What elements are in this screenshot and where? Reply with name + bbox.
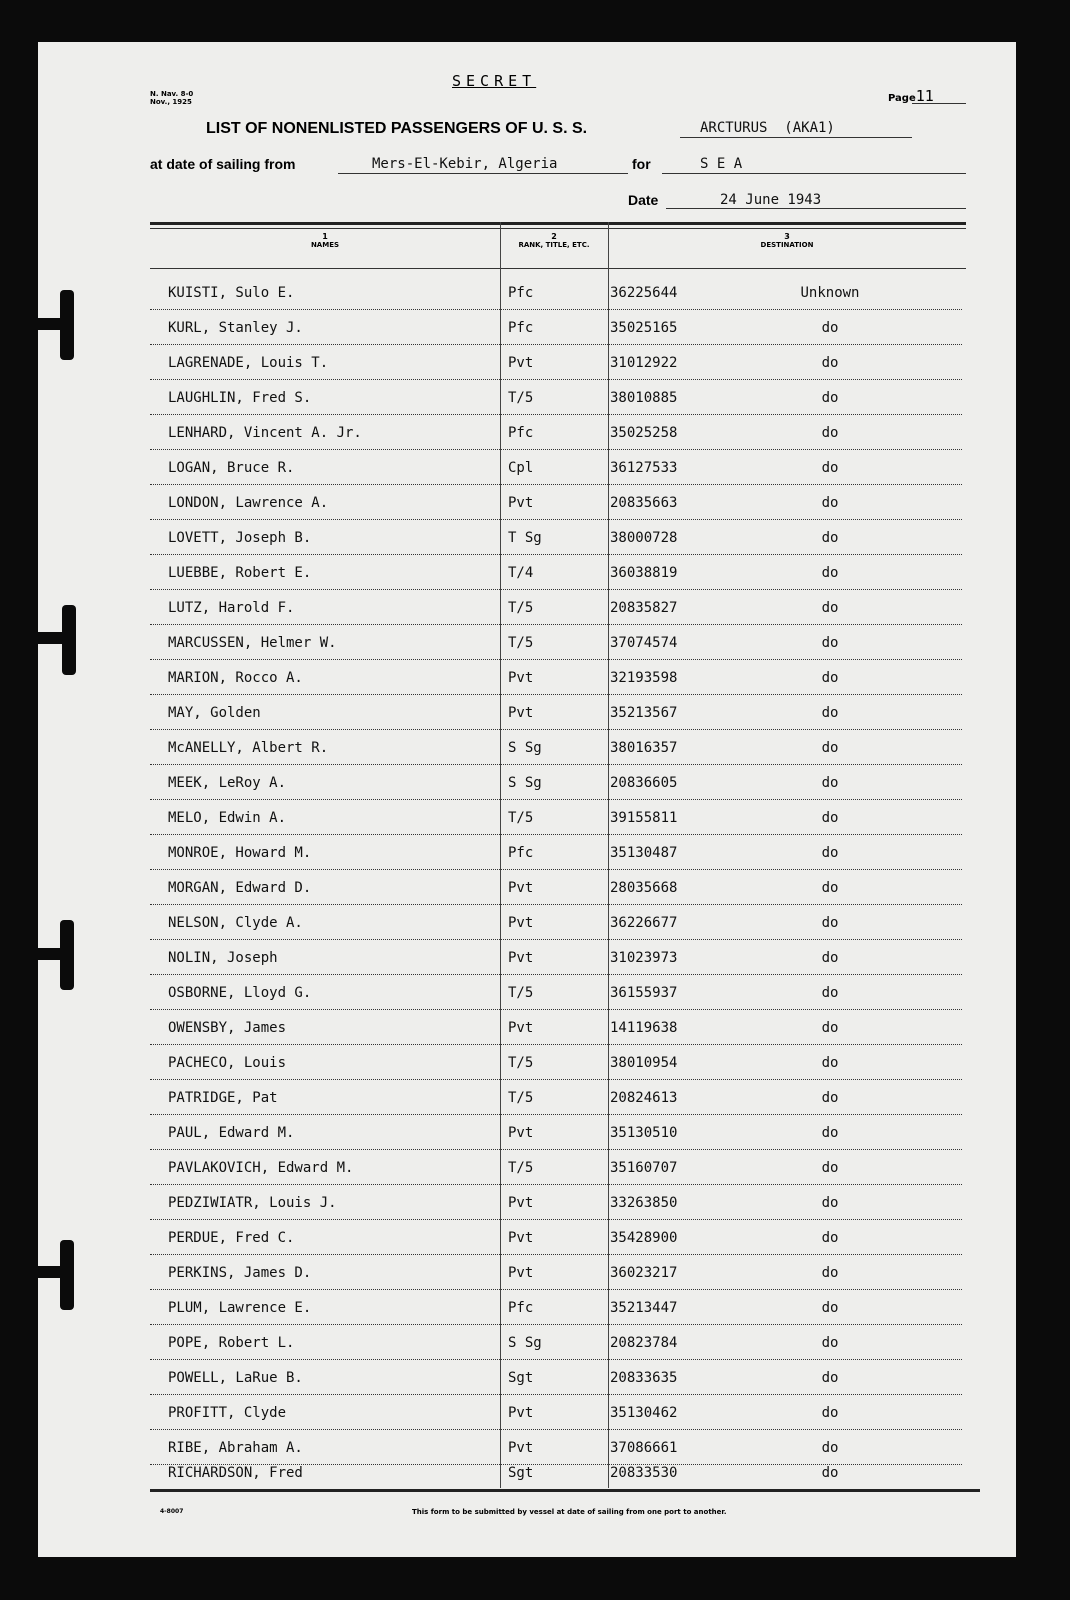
serial-number: 20833635 <box>610 1370 678 1386</box>
table-row <box>150 591 962 625</box>
passenger-name: LOGAN, Bruce R. <box>168 460 295 476</box>
table-row <box>150 1256 962 1290</box>
passenger-name: LAGRENADE, Louis T. <box>168 355 329 371</box>
table-row <box>150 1151 962 1185</box>
table-row <box>150 1116 962 1150</box>
table-row <box>150 521 962 555</box>
serial-number: 35160707 <box>610 1160 678 1176</box>
passenger-destination: do <box>821 1335 839 1351</box>
passenger-name: NOLIN, Joseph <box>168 950 278 966</box>
passenger-rank: Pfc <box>508 1300 534 1316</box>
passenger-rank: T/4 <box>508 565 534 581</box>
table-bottom-rule <box>150 1489 980 1492</box>
serial-number: 35130510 <box>610 1125 678 1141</box>
passenger-destination: do <box>821 530 839 546</box>
passenger-destination: do <box>821 810 839 826</box>
table-row <box>150 1326 962 1360</box>
passenger-rank: T/5 <box>508 600 534 616</box>
passenger-destination: do <box>821 670 839 686</box>
date-fill-line <box>666 208 966 209</box>
row-rule <box>150 904 962 905</box>
passenger-rank: Pfc <box>508 320 534 336</box>
table-row <box>150 1046 962 1080</box>
serial-number: 37086661 <box>610 1440 678 1456</box>
table-row <box>150 696 962 730</box>
passenger-destination: do <box>821 1055 839 1071</box>
table-row <box>150 276 962 310</box>
serial-number: 35213567 <box>610 705 678 721</box>
serial-number: 35428900 <box>610 1230 678 1246</box>
footer-form-mark: 4-8007 <box>160 1508 184 1515</box>
passenger-destination: do <box>821 915 839 931</box>
passenger-name: LUEBBE, Robert E. <box>168 565 312 581</box>
passenger-name: POPE, Robert L. <box>168 1335 295 1351</box>
passenger-rank: Pfc <box>508 425 534 441</box>
row-rule <box>150 1254 962 1255</box>
binder-tab <box>38 318 68 330</box>
row-rule <box>150 694 962 695</box>
passenger-destination: do <box>821 705 839 721</box>
passenger-name: PERDUE, Fred C. <box>168 1230 295 1246</box>
table-top-rule-2 <box>150 228 966 229</box>
passenger-rank: T/5 <box>508 1055 534 1071</box>
passenger-rank: Pvt <box>508 880 534 896</box>
for-label: for <box>632 156 651 172</box>
passenger-name: PEDZIWIATR, Louis J. <box>168 1195 337 1211</box>
table-row <box>150 311 962 345</box>
passenger-rank: Pvt <box>508 670 534 686</box>
row-rule <box>150 1079 962 1080</box>
date-label: Date <box>628 192 659 208</box>
passenger-name: MORGAN, Edward D. <box>168 880 312 896</box>
passenger-name: LUTZ, Harold F. <box>168 600 295 616</box>
table-row <box>150 801 962 835</box>
row-rule <box>150 379 962 380</box>
serial-number: 36155937 <box>610 985 678 1001</box>
passenger-rank: Pvt <box>508 1125 534 1141</box>
table-row <box>150 1081 962 1115</box>
page-label: Page <box>888 93 916 104</box>
row-rule <box>150 974 962 975</box>
passenger-destination: do <box>821 1125 839 1141</box>
passenger-name: MEEK, LeRoy A. <box>168 775 287 791</box>
table-row <box>150 766 962 800</box>
ship-fill-line <box>680 137 912 138</box>
passenger-destination: do <box>821 1090 839 1106</box>
row-rule <box>150 869 962 870</box>
table-row <box>150 451 962 485</box>
table-row <box>150 626 962 660</box>
passenger-name: MAY, Golden <box>168 705 261 721</box>
row-rule <box>150 1009 962 1010</box>
serial-number: 28035668 <box>610 880 678 896</box>
passenger-destination: do <box>821 390 839 406</box>
table-row <box>150 1396 962 1430</box>
passenger-destination: do <box>821 635 839 651</box>
serial-number: 35025258 <box>610 425 678 441</box>
passenger-name: MONROE, Howard M. <box>168 845 312 861</box>
footer-note: This form to be submitted by vessel at date of sailing from one port to another. <box>412 1508 727 1516</box>
passenger-destination: do <box>821 1300 839 1316</box>
passenger-destination: do <box>821 425 839 441</box>
table-row <box>150 381 962 415</box>
passenger-rank: Pvt <box>508 355 534 371</box>
row-rule <box>150 554 962 555</box>
sailing-from-value: Mers-El-Kebir, Algeria <box>372 156 558 172</box>
passenger-name: PAVLAKOVICH, Edward M. <box>168 1160 354 1176</box>
column-number: 3 <box>784 232 790 241</box>
passenger-rank: Cpl <box>508 460 534 476</box>
passenger-name: RIBE, Abraham A. <box>168 1440 303 1456</box>
row-rule <box>150 729 962 730</box>
passenger-name: OSBORNE, Lloyd G. <box>168 985 312 1001</box>
passenger-name: PERKINS, James D. <box>168 1265 312 1281</box>
passenger-rank: S Sg <box>508 1335 542 1351</box>
table-row <box>150 836 962 870</box>
passenger-name: PLUM, Lawrence E. <box>168 1300 312 1316</box>
row-rule <box>150 1219 962 1220</box>
binder-tab <box>38 948 68 960</box>
form-title: LIST OF NONENLISTED PASSENGERS OF U. S. S. <box>206 120 588 137</box>
row-rule <box>150 1324 962 1325</box>
column-header-names <box>150 232 500 249</box>
passenger-rank: Pvt <box>508 1020 534 1036</box>
passenger-rank: S Sg <box>508 740 542 756</box>
row-rule <box>150 764 962 765</box>
table-row <box>150 1291 962 1325</box>
passenger-rank: S Sg <box>508 775 542 791</box>
for-fill-line <box>662 173 966 174</box>
passenger-name: PAUL, Edward M. <box>168 1125 295 1141</box>
binder-tab <box>38 1266 68 1278</box>
passenger-name: PACHECO, Louis <box>168 1055 287 1071</box>
passenger-name: POWELL, LaRue B. <box>168 1370 303 1386</box>
binder-tab <box>38 632 68 644</box>
serial-number: 35130462 <box>610 1405 678 1421</box>
serial-number: 36127533 <box>610 460 678 476</box>
column-header-destination <box>608 232 966 249</box>
serial-number: 20835827 <box>610 600 678 616</box>
passenger-rank: Pvt <box>508 495 534 511</box>
table-row <box>150 556 962 590</box>
serial-number: 36023217 <box>610 1265 678 1281</box>
table-row <box>150 976 962 1010</box>
row-rule <box>150 344 962 345</box>
passenger-rank: T/5 <box>508 390 534 406</box>
table-row <box>150 486 962 520</box>
passenger-rank: T Sg <box>508 530 542 546</box>
header-bottom-rule <box>150 268 966 269</box>
passenger-rank: Pfc <box>508 285 534 301</box>
row-rule <box>150 1149 962 1150</box>
passenger-name: LONDON, Lawrence A. <box>168 495 329 511</box>
passenger-name: PATRIDGE, Pat <box>168 1090 278 1106</box>
serial-number: 35025165 <box>610 320 678 336</box>
form-code <box>150 90 193 106</box>
passenger-destination: do <box>821 950 839 966</box>
serial-number: 38016357 <box>610 740 678 756</box>
passenger-destination: do <box>821 1370 839 1386</box>
passenger-rank: Pvt <box>508 705 534 721</box>
row-rule <box>150 589 962 590</box>
passenger-name: PROFITT, Clyde <box>168 1405 287 1421</box>
table-row <box>150 906 962 940</box>
passenger-name: MARION, Rocco A. <box>168 670 303 686</box>
form-code-line1: N. Nav. 8-0 <box>150 90 194 98</box>
passenger-rank: T/5 <box>508 635 534 651</box>
serial-number: 32193598 <box>610 670 678 686</box>
passenger-rank: T/5 <box>508 1090 534 1106</box>
table-row <box>150 1361 962 1395</box>
passenger-name: RICHARDSON, Fred <box>168 1465 303 1481</box>
passenger-destination: do <box>821 1405 839 1421</box>
passenger-rank: Pvt <box>508 1440 534 1456</box>
row-rule <box>150 519 962 520</box>
row-rule <box>150 1289 962 1290</box>
passenger-destination: do <box>821 1160 839 1176</box>
serial-number: 31023973 <box>610 950 678 966</box>
row-rule <box>150 624 962 625</box>
row-rule <box>150 659 962 660</box>
passenger-destination: do <box>821 1230 839 1246</box>
passenger-rank: Pvt <box>508 1195 534 1211</box>
passenger-name: KURL, Stanley J. <box>168 320 303 336</box>
serial-number: 20823784 <box>610 1335 678 1351</box>
serial-number: 20824613 <box>610 1090 678 1106</box>
passenger-rank: Pvt <box>508 1265 534 1281</box>
serial-number: 20833530 <box>610 1465 678 1481</box>
classification-marking: SECRET <box>452 72 537 90</box>
passenger-destination: do <box>821 460 839 476</box>
column-label: RANK, TITLE, ETC. <box>518 241 590 249</box>
passenger-destination: do <box>821 320 839 336</box>
form-code-line2: Nov., 1925 <box>150 98 192 106</box>
table-row <box>150 1458 962 1488</box>
page-number: 11 <box>915 87 934 105</box>
row-rule <box>150 1359 962 1360</box>
row-rule <box>150 1044 962 1045</box>
passenger-destination: do <box>821 565 839 581</box>
column-number: 2 <box>551 232 557 241</box>
row-rule <box>150 1394 962 1395</box>
passenger-rank: Pvt <box>508 1405 534 1421</box>
table-row <box>150 416 962 450</box>
serial-number: 35130487 <box>610 845 678 861</box>
passenger-destination: do <box>821 1195 839 1211</box>
passenger-destination: do <box>821 1465 839 1481</box>
serial-number: 35213447 <box>610 1300 678 1316</box>
passenger-destination: do <box>821 600 839 616</box>
passenger-destination: do <box>821 740 839 756</box>
passenger-destination: do <box>821 1020 839 1036</box>
passenger-destination: do <box>821 1440 839 1456</box>
serial-number: 38000728 <box>610 530 678 546</box>
table-row <box>150 871 962 905</box>
row-rule <box>150 799 962 800</box>
column-header-rank <box>500 232 608 249</box>
passenger-rank: Sgt <box>508 1465 534 1481</box>
sailing-label: at date of sailing from <box>150 156 296 172</box>
table-top-rule <box>150 222 966 225</box>
table-row <box>150 661 962 695</box>
serial-number: 36038819 <box>610 565 678 581</box>
passenger-rank: Pvt <box>508 1230 534 1246</box>
serial-number: 36225644 <box>610 285 678 301</box>
table-row <box>150 941 962 975</box>
serial-number: 33263850 <box>610 1195 678 1211</box>
row-rule <box>150 484 962 485</box>
table-row <box>150 731 962 765</box>
serial-number: 14119638 <box>610 1020 678 1036</box>
column-label: NAMES <box>310 241 340 249</box>
date-value: 24 June 1943 <box>720 192 822 208</box>
passenger-name: OWENSBY, James <box>168 1020 287 1036</box>
passenger-rank: T/5 <box>508 1160 534 1176</box>
serial-number: 36226677 <box>610 915 678 931</box>
serial-number: 37074574 <box>610 635 678 651</box>
serial-number: 38010954 <box>610 1055 678 1071</box>
passenger-destination: do <box>821 845 839 861</box>
passenger-rank: Pfc <box>508 845 534 861</box>
passenger-name: MARCUSSEN, Helmer W. <box>168 635 337 651</box>
passenger-rank: T/5 <box>508 985 534 1001</box>
row-rule <box>150 449 962 450</box>
table-row <box>150 1011 962 1045</box>
passenger-destination: do <box>821 880 839 896</box>
passenger-destination: do <box>821 985 839 1001</box>
table-row <box>150 1221 962 1255</box>
destination-port-value: S E A <box>700 156 743 172</box>
passenger-rank: Sgt <box>508 1370 534 1386</box>
passenger-destination: do <box>821 495 839 511</box>
sailing-fill-line <box>338 173 628 174</box>
passenger-name: MELO, Edwin A. <box>168 810 287 826</box>
passenger-rank: T/5 <box>508 810 534 826</box>
serial-number: 20836605 <box>610 775 678 791</box>
ship-name: ARCTURUS (AKA1) <box>700 120 835 136</box>
column-label: DESTINATION <box>760 241 814 249</box>
row-rule <box>150 834 962 835</box>
passenger-name: NELSON, Clyde A. <box>168 915 303 931</box>
column-number: 1 <box>322 232 328 241</box>
passenger-name: LAUGHLIN, Fred S. <box>168 390 312 406</box>
passenger-name: LOVETT, Joseph B. <box>168 530 312 546</box>
serial-number: 38010885 <box>610 390 678 406</box>
serial-number: 39155811 <box>610 810 678 826</box>
table-row <box>150 1186 962 1220</box>
row-rule <box>150 1429 962 1430</box>
passenger-destination: do <box>821 355 839 371</box>
page-fill-line <box>912 103 966 104</box>
row-rule <box>150 1114 962 1115</box>
passenger-destination: do <box>821 775 839 791</box>
passenger-name: LENHARD, Vincent A. Jr. <box>168 425 362 441</box>
row-rule <box>150 309 962 310</box>
table-row <box>150 346 962 380</box>
row-rule <box>150 414 962 415</box>
passenger-rank: Pvt <box>508 915 534 931</box>
passenger-destination: do <box>821 1265 839 1281</box>
passenger-rank: Pvt <box>508 950 534 966</box>
row-rule <box>150 939 962 940</box>
serial-number: 31012922 <box>610 355 678 371</box>
passenger-name: McANELLY, Albert R. <box>168 740 329 756</box>
serial-number: 20835663 <box>610 495 678 511</box>
passenger-name: KUISTI, Sulo E. <box>168 285 295 301</box>
row-rule <box>150 1184 962 1185</box>
passenger-destination: Unknown <box>800 285 860 301</box>
